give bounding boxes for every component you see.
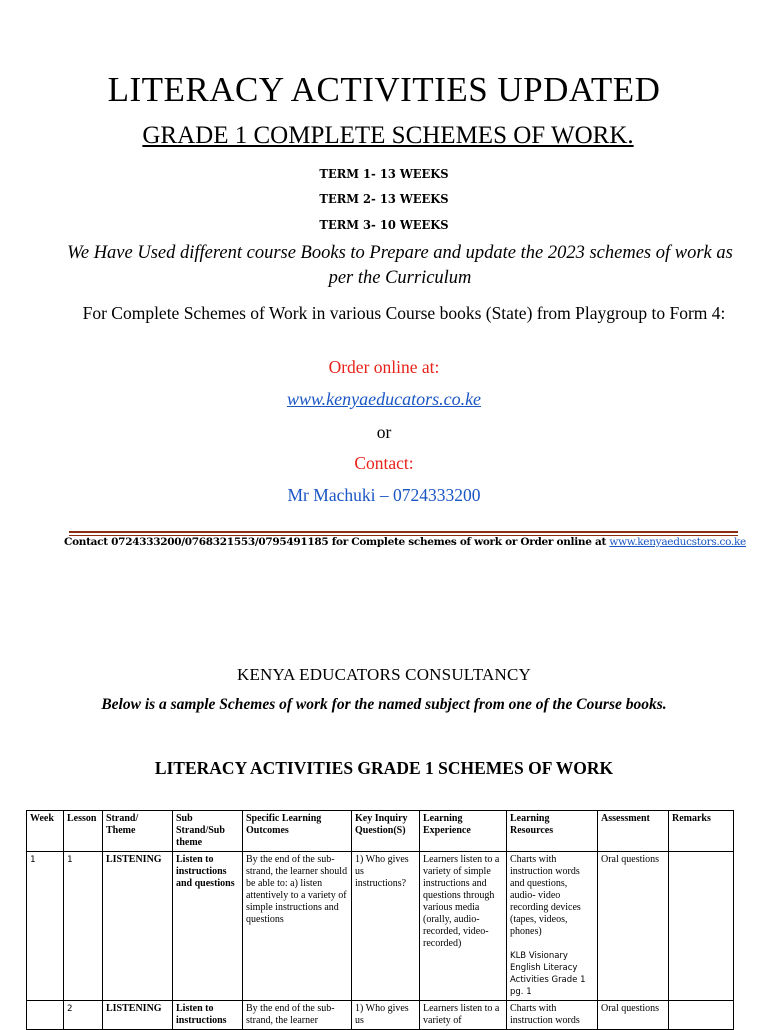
cell-assessment: Oral questions <box>598 1001 669 1030</box>
main-title: LITERACY ACTIVITIES UPDATED <box>107 70 661 109</box>
contact-person: Mr Machuki – 0724333200 <box>287 485 481 505</box>
footer-link[interactable]: www.kenyaeducstors.co.ke <box>609 536 746 548</box>
cell-sub-strand: Listen to instructions <box>173 1001 243 1030</box>
cell-inquiry: 1) Who gives us <box>352 1001 420 1030</box>
header-strand: Strand/ Theme <box>103 811 173 852</box>
cell-sub-strand: Listen to instructions and questions <box>173 852 243 1001</box>
cell-outcomes: By the end of the sub-strand, the learner <box>243 1001 352 1030</box>
cell-outcomes: By the end of the sub-strand, the learner should be able to: a) listen attentively to a variety of simple instructions and questions <box>243 852 352 1001</box>
header-lesson: Lesson <box>64 811 103 852</box>
complete-schemes-text: For Complete Schemes of Work in various Course books (State) from Playgroup to Form 4: <box>82 303 726 323</box>
cell-experience: Learners listen to a variety of simple instructions and questions through various media (orally, audio-recorded, video-recorded) <box>420 852 507 1001</box>
cell-strand: LISTENING <box>103 1001 173 1030</box>
resources-text: Charts with instruction words and questions, audio- video recording devices (tapes, videos, phones) <box>510 854 581 937</box>
footer-text: Contact 0724333200/0768321553/0795491185 for Complete schemes of work or Order online at <box>64 536 610 548</box>
cell-inquiry: 1) Who gives us instructions? <box>352 852 420 1001</box>
table-title: LITERACY ACTIVITIES GRADE 1 SCHEMES OF WORK <box>154 758 614 778</box>
cell-resources <box>507 852 598 1001</box>
table-header-row <box>27 811 734 852</box>
table-row <box>27 852 734 1001</box>
curriculum-note: We Have Used different course Books to Prepare and update the 2023 schemes of work as per the Curriculum <box>67 243 733 288</box>
cell-week <box>27 1001 64 1030</box>
order-online-label: Order online at: <box>328 357 440 377</box>
header-assessment: Assessment <box>598 811 669 852</box>
resources-book: KLB Visionary English Literacy Activities Grade 1 pg. 1 <box>510 951 586 997</box>
sample-note: Below is a sample Schemes of work for the named subject from one of the Course books. <box>101 696 667 713</box>
term-1: TERM 1- 13 WEEKS <box>319 166 449 181</box>
schemes-table <box>26 810 734 1030</box>
consultancy-name: KENYA EDUCATORS CONSULTANCY <box>236 665 532 684</box>
footer-contact <box>60 536 750 548</box>
cell-remarks <box>669 1001 734 1030</box>
header-week: Week <box>27 811 64 852</box>
cell-remarks <box>669 852 734 1001</box>
divider-thick <box>69 531 738 533</box>
cell-experience: Learners listen to a variety of <box>420 1001 507 1030</box>
term-3: TERM 3- 10 WEEKS <box>319 217 449 232</box>
or-text: or <box>376 422 392 442</box>
header-sub-strand: Sub Strand/Sub theme <box>173 811 243 852</box>
cell-week: 1 <box>27 852 64 1001</box>
sub-title: GRADE 1 COMPLETE SCHEMES OF WORK. <box>142 122 634 149</box>
website-link[interactable]: www.kenyaeducators.co.ke <box>286 389 482 409</box>
header-remarks: Remarks <box>669 811 734 852</box>
header-outcomes: Specific Learning Outcomes <box>243 811 352 852</box>
header-resources: Learning Resources <box>507 811 598 852</box>
cell-lesson: 1 <box>64 852 103 1001</box>
header-inquiry: Key Inquiry Question(S) <box>352 811 420 852</box>
term-2: TERM 2- 13 WEEKS <box>319 191 449 206</box>
cell-strand: LISTENING <box>103 852 173 1001</box>
table-row <box>27 1001 734 1030</box>
contact-label: Contact: <box>354 453 414 473</box>
header-experience: Learning Experience <box>420 811 507 852</box>
cell-lesson: 2 <box>64 1001 103 1030</box>
cell-resources: Charts with instruction words <box>507 1001 598 1030</box>
cell-assessment: Oral questions <box>598 852 669 1001</box>
